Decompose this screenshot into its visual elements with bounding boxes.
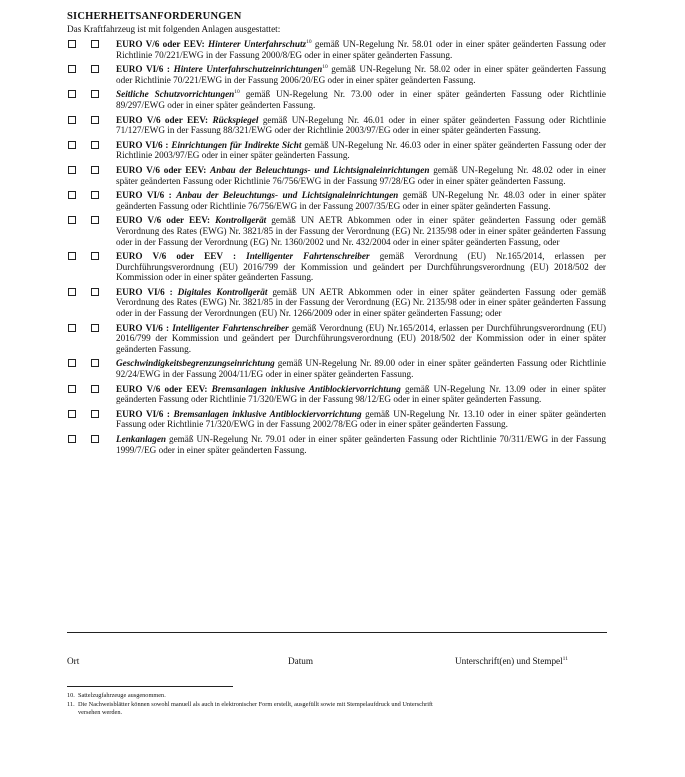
checkbox-1[interactable] (68, 359, 76, 367)
checkbox-2[interactable] (91, 191, 99, 199)
requirement-label: Lenkanlagen (116, 434, 167, 444)
requirement-body: gemäß UN-Regelung Nr. 13.09 oder in einer später geänderten Fassung oder Richtlinie 71/320/EWG in der Fassung 98/12/EG oder in einer später geänderten Fassung. (116, 383, 606, 405)
requirement-text (116, 384, 606, 405)
checkbox-1[interactable] (68, 324, 76, 332)
requirement-label: Hintere Unterfahrschutzeinrichtungen (173, 64, 323, 75)
checkbox-1[interactable] (68, 216, 76, 224)
checkbox-1[interactable] (68, 141, 76, 149)
requirement-text (116, 409, 606, 430)
requirement-prefix: EURO VI/6 : (116, 139, 172, 150)
requirement-prefix: EURO VI/6 : (116, 190, 177, 201)
checkbox-2[interactable] (91, 410, 99, 418)
requirement-item (67, 39, 606, 60)
footnote-ref: 10 (234, 89, 240, 96)
checkbox-1[interactable] (68, 40, 76, 48)
requirement-item (67, 64, 606, 85)
checkbox-2[interactable] (91, 40, 99, 48)
requirement-text (116, 190, 606, 211)
checkbox-2[interactable] (91, 116, 99, 124)
requirement-body: gemäß UN-Regelung Nr. 48.02 oder in einer später geänderten Fassung oder Richtlinie 76/756/EWG in der Fassung 97/28/EG oder in einer später geänderten Fassung. (116, 164, 606, 186)
checkbox-2[interactable] (91, 216, 99, 224)
requirement-item (67, 287, 606, 319)
intro-text: Das Kraftfahrzeug ist mit folgenden Anlagen ausgestattet: (67, 24, 281, 34)
requirement-item (67, 409, 606, 430)
requirement-item (67, 358, 606, 379)
checkbox-1[interactable] (68, 385, 76, 393)
footnote-text: Sattelzugfahrzeuge ausgenommen. (78, 692, 166, 699)
checkbox-2[interactable] (91, 288, 99, 296)
requirement-label: Intelligenter Fahrtenschreiber (172, 322, 289, 333)
checkbox-1[interactable] (68, 65, 76, 73)
requirement-prefix: EURO V/6 oder EEV: (116, 39, 208, 49)
requirement-text (116, 251, 606, 283)
signature-unterschrift-text: Unterschrift(en) und Stempel (455, 656, 563, 666)
requirement-item (67, 215, 606, 247)
footnote-11 (67, 701, 612, 717)
requirement-text (116, 358, 606, 379)
requirement-label: Intelligenter Fahrtenschreiber (246, 251, 370, 262)
requirement-text (116, 434, 606, 455)
checkbox-1[interactable] (68, 191, 76, 199)
requirement-label: Bremsanlagen inklusive Antiblockiervorrichtung (173, 408, 362, 419)
requirement-body: gemäß UN-Regelung Nr. 79.01 oder in einer später geänderten Fassung oder Richtlinie 70/311/EWG in der Fassung 1999/7/EG oder in einer später geänderten Fassung. (116, 434, 606, 455)
requirement-body: gemäß Verordnung (EU) Nr.165/2014, erlassen per Durchführungsverordnung (EU) 2016/799 der Kommission und geändert per Durchführungsverordnung (EU) 2018/502 der Kommission oder in einer später geänderten Fassung. (116, 322, 607, 354)
checkbox-1[interactable] (68, 435, 76, 443)
requirements-list (67, 39, 606, 459)
requirement-text (116, 39, 606, 60)
requirement-item (67, 251, 606, 283)
footnote-text-continued: versehen werden. (78, 709, 123, 716)
requirement-item (67, 384, 606, 405)
requirement-label: Bremsanlagen inklusive Antiblockiervorrichtung (211, 383, 401, 394)
requirement-item (67, 323, 606, 355)
requirement-text (116, 64, 606, 85)
checkbox-2[interactable] (91, 252, 99, 260)
page-title: SICHERHEITSANFORDERUNGEN (67, 11, 242, 22)
requirement-prefix: EURO VI/6 : (116, 64, 174, 75)
requirement-text (116, 140, 606, 161)
requirement-body: gemäß UN-Regelung Nr. 73.00 oder in einer später geänderten Fassung oder Richtlinie 89/297/EWG oder in einer später geänderten Fassung. (116, 89, 606, 110)
requirement-prefix: EURO V/6 oder EEV: (116, 114, 213, 125)
requirement-label: Hinterer Unterfahrschutz (207, 39, 307, 49)
footnote-ref: 10 (322, 64, 328, 71)
checkbox-2[interactable] (91, 385, 99, 393)
checkbox-1[interactable] (68, 288, 76, 296)
requirement-body: gemäß UN-Regelung Nr. 58.02 oder in einer später geänderten Fassung oder Richtlinie 70/221/EWG in der Fassung 2006/20/EG oder in einer später geänderten Fassung. (116, 64, 607, 85)
requirement-label: Seitliche Schutzvorrichtungen (116, 89, 235, 100)
requirement-label: Einrichtungen für Indirekte Sicht (171, 139, 302, 150)
checkbox-1[interactable] (68, 90, 76, 98)
requirement-body: gemäß UN-Regelung Nr. 89.00 oder in einer später geänderten Fassung oder Richtlinie 92/24/EWG in der Fassung 2004/11/EG oder in einer später geänderten Fassung. (116, 358, 606, 380)
footnote-number: 10. (67, 692, 75, 699)
requirement-item (67, 190, 606, 211)
requirement-body: gemäß UN AETR Abkommen oder in einer später geänderten Fassung oder gemäß Verordnung des Rates (EWG) Nr. 3821/85 in der Fassung der Verordnung (EG) Nr. 2135/98 oder in einer später geänderten Fassung oder in der Fassung der Verordnungen (EU) Nr. 1266/2009 oder in einer später geänderten Fassung; oder (116, 286, 606, 319)
signature-footnote-ref: 11 (562, 655, 568, 662)
requirement-text (116, 287, 606, 319)
requirement-prefix: EURO VI/6 : (116, 408, 174, 419)
requirement-label: Anbau der Beleuchtungs- und Lichtsignaleinrichtungen (176, 190, 399, 201)
signature-rule (67, 632, 607, 633)
requirement-body: gemäß UN-Regelung Nr. 46.03 oder in einer später geänderten Fassung oder der Richtlinie 2003/97/EG oder in einer später geänderten Fassung. (116, 139, 607, 161)
checkbox-2[interactable] (91, 166, 99, 174)
requirement-item (67, 115, 606, 136)
requirement-item (67, 434, 606, 455)
checkbox-2[interactable] (91, 359, 99, 367)
signature-ort-label: Ort (67, 656, 80, 666)
signature-datum-label: Datum (288, 656, 314, 666)
requirement-body: gemäß Verordnung (EU) Nr.165/2014, erlassen per Durchführungsverordnung (EU) 2016/799 der Kommission und geändert per Durchführungsverordnung (EU) 2018/502 der Kommission oder in einer später geänderten Fassung. (116, 251, 606, 283)
checkbox-2[interactable] (91, 65, 99, 73)
requirement-label: Digitales Kontrollgerät (177, 286, 268, 297)
footnote-10 (67, 692, 612, 700)
checkbox-1[interactable] (68, 166, 76, 174)
requirement-item (67, 89, 606, 110)
checkbox-1[interactable] (68, 116, 76, 124)
requirement-prefix: EURO V/6 oder EEV: (116, 383, 212, 394)
checkbox-2[interactable] (91, 324, 99, 332)
requirement-item (67, 140, 606, 161)
requirement-body: gemäß UN-Regelung Nr. 58.01 oder in einer später geänderten Fassung oder Richtlinie 70/221/EWG in der Fassung 2000/8/EG oder in einer später geänderten Fassung. (116, 39, 606, 60)
requirement-body: gemäß UN-Regelung Nr. 13.10 oder in einer später geänderten Fassung oder Richtlinie 71/320/EWG in der Fassung 2002/78/EG oder in einer später geänderten Fassung. (116, 408, 607, 430)
requirement-label: Geschwindigkeitsbegrenzungseinrichtung (116, 358, 275, 369)
requirement-prefix: EURO VI/6 : (116, 286, 178, 297)
requirement-text (116, 165, 606, 186)
footnote-rule (67, 686, 233, 687)
requirement-label: Anbau der Beleuchtungs- und Lichtsignaleinrichtungen (210, 164, 430, 175)
requirement-prefix: EURO V/6 oder EEV: (116, 164, 211, 175)
requirement-body: gemäß UN-Regelung Nr. 48.03 oder in einer später geänderten Fassung oder Richtlinie 76/756/EWG in der Fassung 2007/35/EG oder in einer später geänderten Fassung. (116, 190, 606, 211)
checkbox-2[interactable] (91, 435, 99, 443)
requirement-prefix: EURO VI/6 : (116, 322, 173, 333)
requirement-label: Rückspiegel (212, 114, 259, 125)
requirement-item (67, 165, 606, 186)
signature-unterschrift-label (455, 656, 568, 666)
checkbox-2[interactable] (91, 141, 99, 149)
footnote-text: Die Nachweisblätter können sowohl manuell als auch in elektronischer Form erstellt, ausgefüllt sowie mit Stempelaufdruck und Unterschrift (78, 701, 433, 708)
checkbox-1[interactable] (68, 410, 76, 418)
footnote-number: 11. (67, 701, 75, 708)
requirement-text (116, 323, 606, 355)
requirement-prefix: EURO V/6 oder EEV: (116, 215, 216, 226)
requirement-label: Kontrollgerät (215, 215, 267, 226)
requirement-body: gemäß UN-Regelung Nr. 46.01 oder in einer später geänderten Fassung oder Richtlinie 71/127/EWG in der Fassung 88/321/EWG oder der Richtlinie 2003/97/EG oder in einer später geänderten Fassung. (116, 114, 606, 136)
requirement-text (116, 115, 606, 136)
requirement-prefix: EURO V/6 oder EEV : (116, 251, 247, 262)
requirement-body: gemäß UN AETR Abkommen oder in einer später geänderten Fassung oder gemäß Verordnung des Rates (EWG) Nr. 3821/85 in der Fassung der Verordnung (EG) Nr. 2135/98 oder in einer später geänderten Fassung oder in der Fassung der Verordnung (EG) Nr. 1360/2002 und Nr. 432/2004 oder in einer später geänderten Fassung, oder (116, 215, 606, 247)
requirement-text (116, 89, 606, 110)
checkbox-1[interactable] (68, 252, 76, 260)
footnote-ref: 10 (306, 38, 312, 45)
checkbox-2[interactable] (91, 90, 99, 98)
requirement-text (116, 215, 606, 247)
